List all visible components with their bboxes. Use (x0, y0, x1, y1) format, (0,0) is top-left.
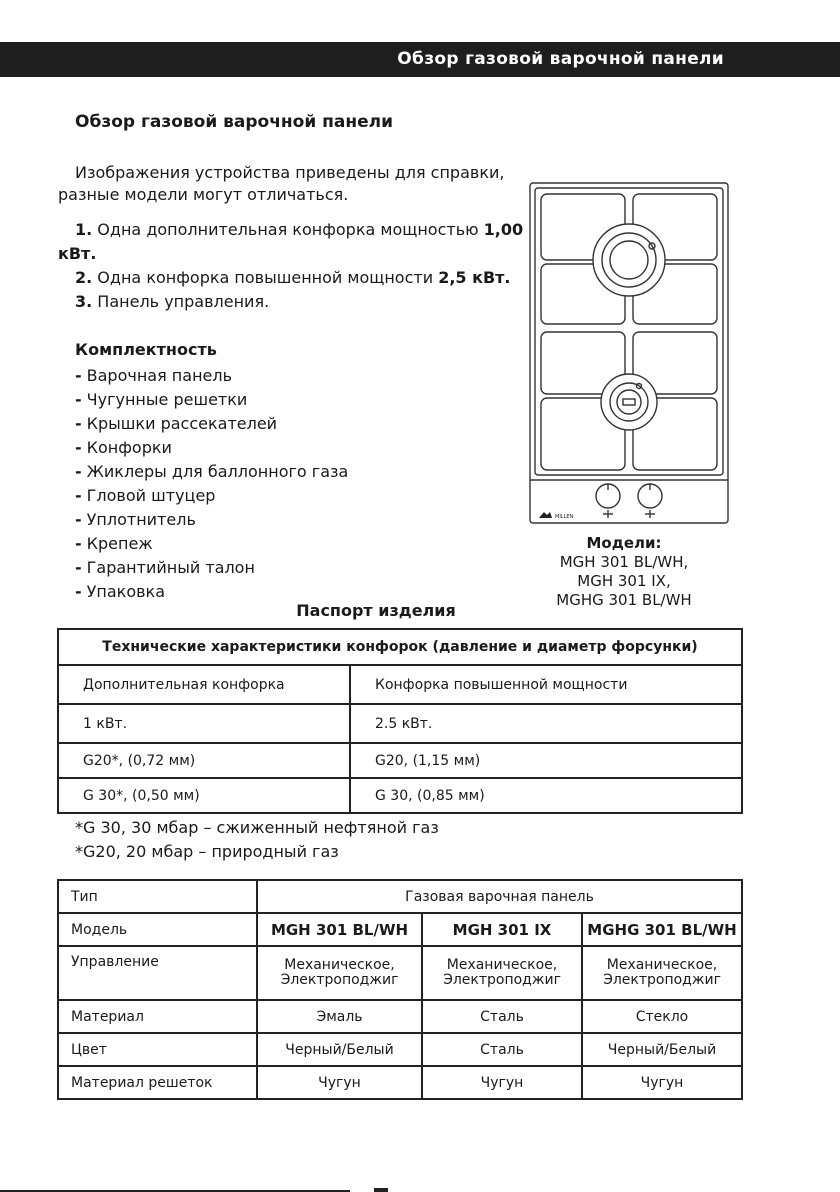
table-header-cell: Конфорка повышенной мощности (350, 665, 742, 704)
list-item: - Крепеж (75, 534, 153, 553)
kit-list (75, 364, 348, 604)
feature-item: 2. Одна конфорка повышенной мощности 2,5 кВт. (75, 268, 511, 287)
list-item: - Конфорки (75, 438, 172, 457)
table-row: Материал Эмаль Сталь Стекло (58, 1000, 742, 1033)
note-line: *G 30, 30 мбар – сжиженный нефтяной газ (75, 818, 439, 837)
table-row: Тип Газовая варочная панель (58, 880, 742, 913)
model-line: MGH 301 BL/WH, (559, 553, 689, 571)
hob-illustration (527, 180, 731, 526)
table-row: 1 кВт. 2.5 кВт. (58, 704, 742, 743)
list-item: - Варочная панель (75, 366, 233, 385)
feature-list (58, 218, 528, 314)
table-row: Управление Механическое, Электроподжиг Механическое, Электроподжиг Механическое, Электроподжиг (58, 946, 742, 1000)
burner-spec-table (57, 628, 743, 814)
model-line: MGHG 301 BL/WH (556, 591, 692, 609)
list-item: - Гарантийный талон (75, 558, 255, 577)
intro-paragraph: Изображения устройства приведены для справки, разные модели могут отличаться. (58, 163, 505, 204)
brand-logo-text: MILLEN (555, 514, 574, 520)
feature-item: 3. Панель управления. (75, 292, 270, 311)
list-item: - Уплотнитель (75, 510, 196, 529)
table-row: Материал решеток Чугун Чугун Чугун (58, 1066, 742, 1099)
feature-item: 1. Одна дополнительная конфорка мощностью 1,00 кВт. (58, 220, 524, 263)
list-item: - Крышки рассекателей (75, 414, 278, 433)
list-item: - Чугунные решетки (75, 390, 248, 409)
models-title: Модели: (586, 534, 662, 552)
passport-title: Паспорт изделия (296, 601, 456, 620)
table-row: Цвет Черный/Белый Сталь Черный/Белый (58, 1033, 742, 1066)
page-header-bar (0, 42, 840, 77)
list-item: - Жиклеры для баллонного газа (75, 462, 349, 481)
product-spec-table (57, 879, 743, 1100)
gas-notes (75, 816, 439, 864)
page-header-title: Обзор газовой варочной панели (397, 49, 724, 69)
footer-mark (374, 1188, 388, 1192)
note-line: *G20, 20 мбар – природный газ (75, 842, 339, 861)
kit-title: Комплектность (75, 340, 217, 359)
models-caption (538, 534, 710, 610)
table-row: G 30*, (0,50 мм) G 30, (0,85 мм) (58, 778, 742, 813)
table-row: G20*, (0,72 мм) G20, (1,15 мм) (58, 743, 742, 778)
section-heading: Обзор газовой варочной панели (75, 112, 394, 132)
list-item: - Гловой штуцер (75, 486, 216, 505)
table-header-cell: Дополнительная конфорка (58, 665, 350, 704)
model-line: MGH 301 IX, (577, 572, 671, 590)
list-item: - Упаковка (75, 582, 166, 601)
table-row: Модель MGH 301 BL/WH MGH 301 IX MGHG 301 BL/WH (58, 913, 742, 946)
table-title: Технические характеристики конфорок (давление и диаметр форсунки) (58, 629, 742, 665)
